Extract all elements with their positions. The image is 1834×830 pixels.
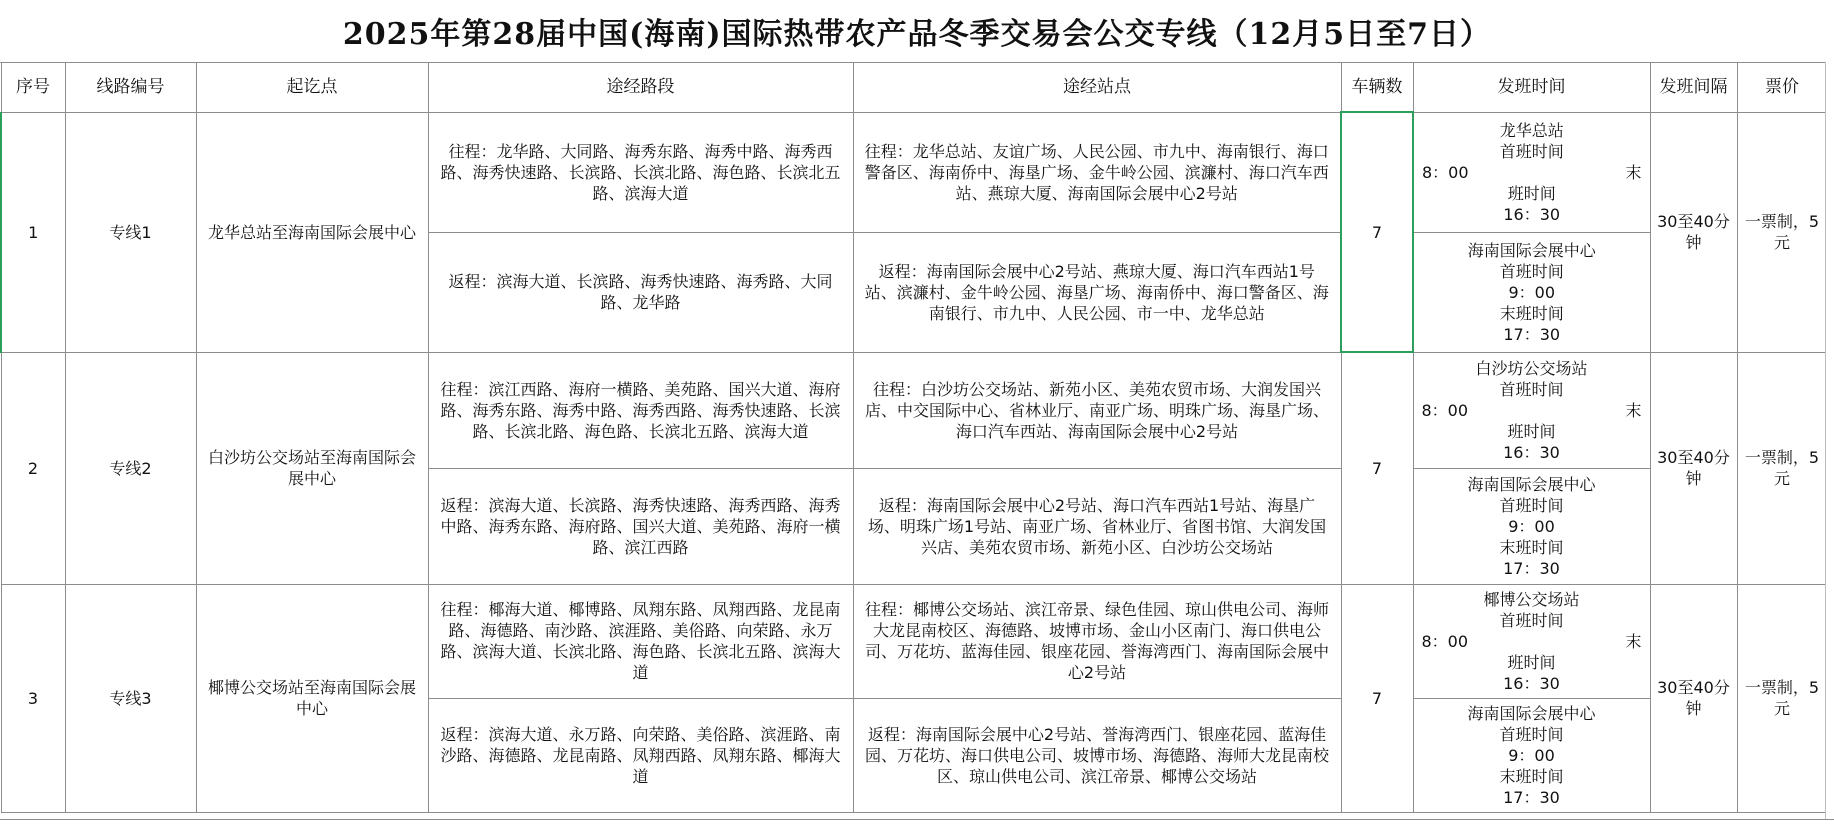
departure-time-cell[interactable]: [1413, 698, 1650, 812]
last-bus-prefix: 末: [1625, 162, 1642, 182]
header-cell[interactable]: 途经路段: [428, 63, 853, 113]
last-bus-time: 16：30: [1503, 673, 1560, 693]
return-segments-cell[interactable]: 返程：滨海大道、长滨路、海秀快速路、海秀路、大同路、龙华路: [428, 232, 853, 352]
last-bus-time: 16：30: [1503, 204, 1561, 224]
outbound-segments-cell[interactable]: 往程：椰海大道、椰博路、凤翔东路、凤翔西路、龙昆南路、海德路、南沙路、滨涯路、美俗路、向荣路、永万路、滨海大道、长滨北路、海色路、长滨北五路、滨海大道: [428, 584, 853, 698]
return-stops-cell[interactable]: 返程：海南国际会展中心2号站、海口汽车西站1号站、海垦广场、明珠广场1号站、南亚广场、省林业厅、省图书馆、大润发国兴店、美苑农贸市场、新苑小区、白沙坊公交场站: [853, 468, 1341, 584]
last-bus-label: 班时间: [1507, 421, 1556, 441]
bus-route-table: [0, 62, 1828, 813]
departure-station: 白沙坊公交场站: [1475, 358, 1588, 378]
route-number-cell[interactable]: 3: [1, 584, 65, 812]
outbound-stops-cell[interactable]: 往程：龙华总站、友谊广场、人民公园、市九中、海南银行、海口警备区、海南侨中、海垦广场、金牛岭公园、滨濂村、海口汽车西站、燕琼大厦、海南国际会展中心2号站: [853, 112, 1341, 232]
return-stops-cell[interactable]: 返程：海南国际会展中心2号站、誉海湾西门、银座花园、蓝海佳园、万花坊、海口供电公司、坡博市场、海德路、海师大龙昆南校区、琼山供电公司、滨江帝景、椰博公交场站: [853, 698, 1341, 812]
header-cell[interactable]: 线路编号: [65, 63, 196, 113]
header-cell[interactable]: 途经站点: [853, 63, 1341, 113]
departure-time-cell[interactable]: [1413, 584, 1650, 698]
first-bus-label: 首班时间: [1499, 495, 1564, 515]
last-bus-time: 17：30: [1503, 787, 1560, 807]
route-code-cell[interactable]: 专线3: [65, 584, 196, 812]
last-bus-prefix: 末: [1625, 631, 1642, 651]
departure-time-cell[interactable]: [1413, 468, 1650, 584]
outbound-stops-cell[interactable]: 往程：白沙坊公交场站、新苑小区、美苑农贸市场、大润发国兴店、中交国际中心、省林业厅、南亚广场、明珠广场、海垦广场、海口汽车西站、海南国际会展中心2号站: [853, 352, 1341, 468]
last-bus-prefix: 末: [1625, 400, 1642, 420]
last-bus-time: 17：30: [1503, 558, 1560, 578]
route-endpoints-cell[interactable]: 白沙坊公交场站至海南国际会展中心: [196, 352, 428, 584]
departure-station: 海南国际会展中心: [1467, 703, 1596, 723]
departure-station: 椰博公交场站: [1483, 589, 1580, 609]
header-row: [1, 63, 1827, 113]
departure-time-cell[interactable]: [1413, 232, 1650, 352]
header-cell[interactable]: 序号: [1, 63, 65, 113]
interval-cell[interactable]: 30至40分钟: [1650, 352, 1737, 584]
fare-cell[interactable]: 一票制，5元: [1737, 352, 1827, 584]
first-bus-label: 首班时间: [1499, 379, 1564, 399]
table-row: [1, 352, 1827, 468]
table-row: [1, 112, 1827, 232]
first-bus-time: 8：00: [1422, 162, 1469, 182]
last-bus-label: 班时间: [1507, 652, 1556, 672]
outbound-stops-cell[interactable]: 往程：椰博公交场站、滨江帝景、绿色佳园、琼山供电公司、海师大龙昆南校区、海德路、坡博市场、金山小区南门、海口供电公司、万花坊、蓝海佳园、银座花园、誉海湾西门、海南国际会展中心2号站: [853, 584, 1341, 698]
header-cell[interactable]: 起讫点: [196, 63, 428, 113]
header-cell[interactable]: 发班间隔: [1650, 63, 1737, 113]
first-bus-label: 首班时间: [1499, 261, 1564, 281]
first-bus-time: 9：00: [1508, 282, 1556, 302]
route-number-cell[interactable]: 2: [1, 352, 65, 584]
fare-cell[interactable]: 一票制，5元: [1737, 584, 1827, 812]
first-bus-label: 首班时间: [1499, 141, 1564, 161]
last-bus-label: 末班时间: [1499, 537, 1564, 557]
departure-station: 海南国际会展中心: [1467, 474, 1596, 494]
return-segments-cell[interactable]: 返程：滨海大道、永万路、向荣路、美俗路、滨涯路、南沙路、海德路、龙昆南路、凤翔西路、凤翔东路、椰海大道: [428, 698, 853, 812]
departure-time-cell[interactable]: [1413, 112, 1650, 232]
route-endpoints-cell[interactable]: 龙华总站至海南国际会展中心: [196, 112, 428, 352]
route-endpoints-cell[interactable]: 椰博公交场站至海南国际会展中心: [196, 584, 428, 812]
header-cell[interactable]: 票价: [1737, 63, 1827, 113]
first-bus-time: 8：00: [1421, 400, 1469, 420]
header-cell[interactable]: 发班时间: [1413, 63, 1650, 113]
vehicle-count-cell[interactable]: 7: [1341, 584, 1413, 812]
last-bus-label: 末班时间: [1499, 303, 1564, 323]
first-bus-time: 8：00: [1421, 631, 1469, 651]
route-code-cell[interactable]: 专线1: [65, 112, 196, 352]
outbound-segments-cell[interactable]: 往程：龙华路、大同路、海秀东路、海秀中路、海秀西路、海秀快速路、长滨路、长滨北路、海色路、长滨北五路、滨海大道: [428, 112, 853, 232]
route-code-cell[interactable]: 专线2: [65, 352, 196, 584]
next-row-edge: [0, 819, 1834, 830]
route-number-cell[interactable]: 1: [1, 112, 65, 352]
last-bus-label: 末班时间: [1499, 766, 1564, 786]
last-bus-time: 17：30: [1503, 324, 1561, 344]
vehicle-count-cell[interactable]: 7: [1341, 112, 1413, 352]
first-bus-label: 首班时间: [1499, 610, 1564, 630]
fare-cell[interactable]: 一票制，5元: [1737, 112, 1827, 352]
departure-time-cell[interactable]: [1413, 352, 1650, 468]
first-bus-label: 首班时间: [1499, 724, 1564, 744]
page-title: 2025年第28届中国(海南)国际热带农产品冬季交易会公交专线（12月5日至7日）: [0, 0, 1834, 63]
vehicle-count-cell[interactable]: 7: [1341, 352, 1413, 584]
first-bus-time: 9：00: [1508, 745, 1555, 765]
column-edge-strip: [1825, 62, 1834, 829]
last-bus-time: 16：30: [1503, 442, 1560, 462]
return-segments-cell[interactable]: 返程：滨海大道、长滨路、海秀快速路、海秀西路、海秀中路、海秀东路、海府路、国兴大道、美苑路、海府一横路、滨江西路: [428, 468, 853, 584]
interval-cell[interactable]: 30至40分钟: [1650, 584, 1737, 812]
departure-station: 龙华总站: [1499, 120, 1564, 140]
last-bus-label: 班时间: [1507, 183, 1556, 203]
interval-cell[interactable]: 30至40分钟: [1650, 112, 1737, 352]
outbound-segments-cell[interactable]: 往程：滨江西路、海府一横路、美苑路、国兴大道、海府路、海秀东路、海秀中路、海秀西路、海秀快速路、长滨路、长滨北路、海色路、长滨北五路、滨海大道: [428, 352, 853, 468]
return-stops-cell[interactable]: 返程：海南国际会展中心2号站、燕琼大厦、海口汽车西站1号站、滨濂村、金牛岭公园、海垦广场、海南侨中、海口警备区、海南银行、市九中、人民公园、市一中、龙华总站: [853, 232, 1341, 352]
departure-station: 海南国际会展中心: [1467, 240, 1596, 260]
first-bus-time: 9：00: [1508, 516, 1555, 536]
header-cell[interactable]: 车辆数: [1341, 63, 1413, 113]
table-row: [1, 584, 1827, 698]
